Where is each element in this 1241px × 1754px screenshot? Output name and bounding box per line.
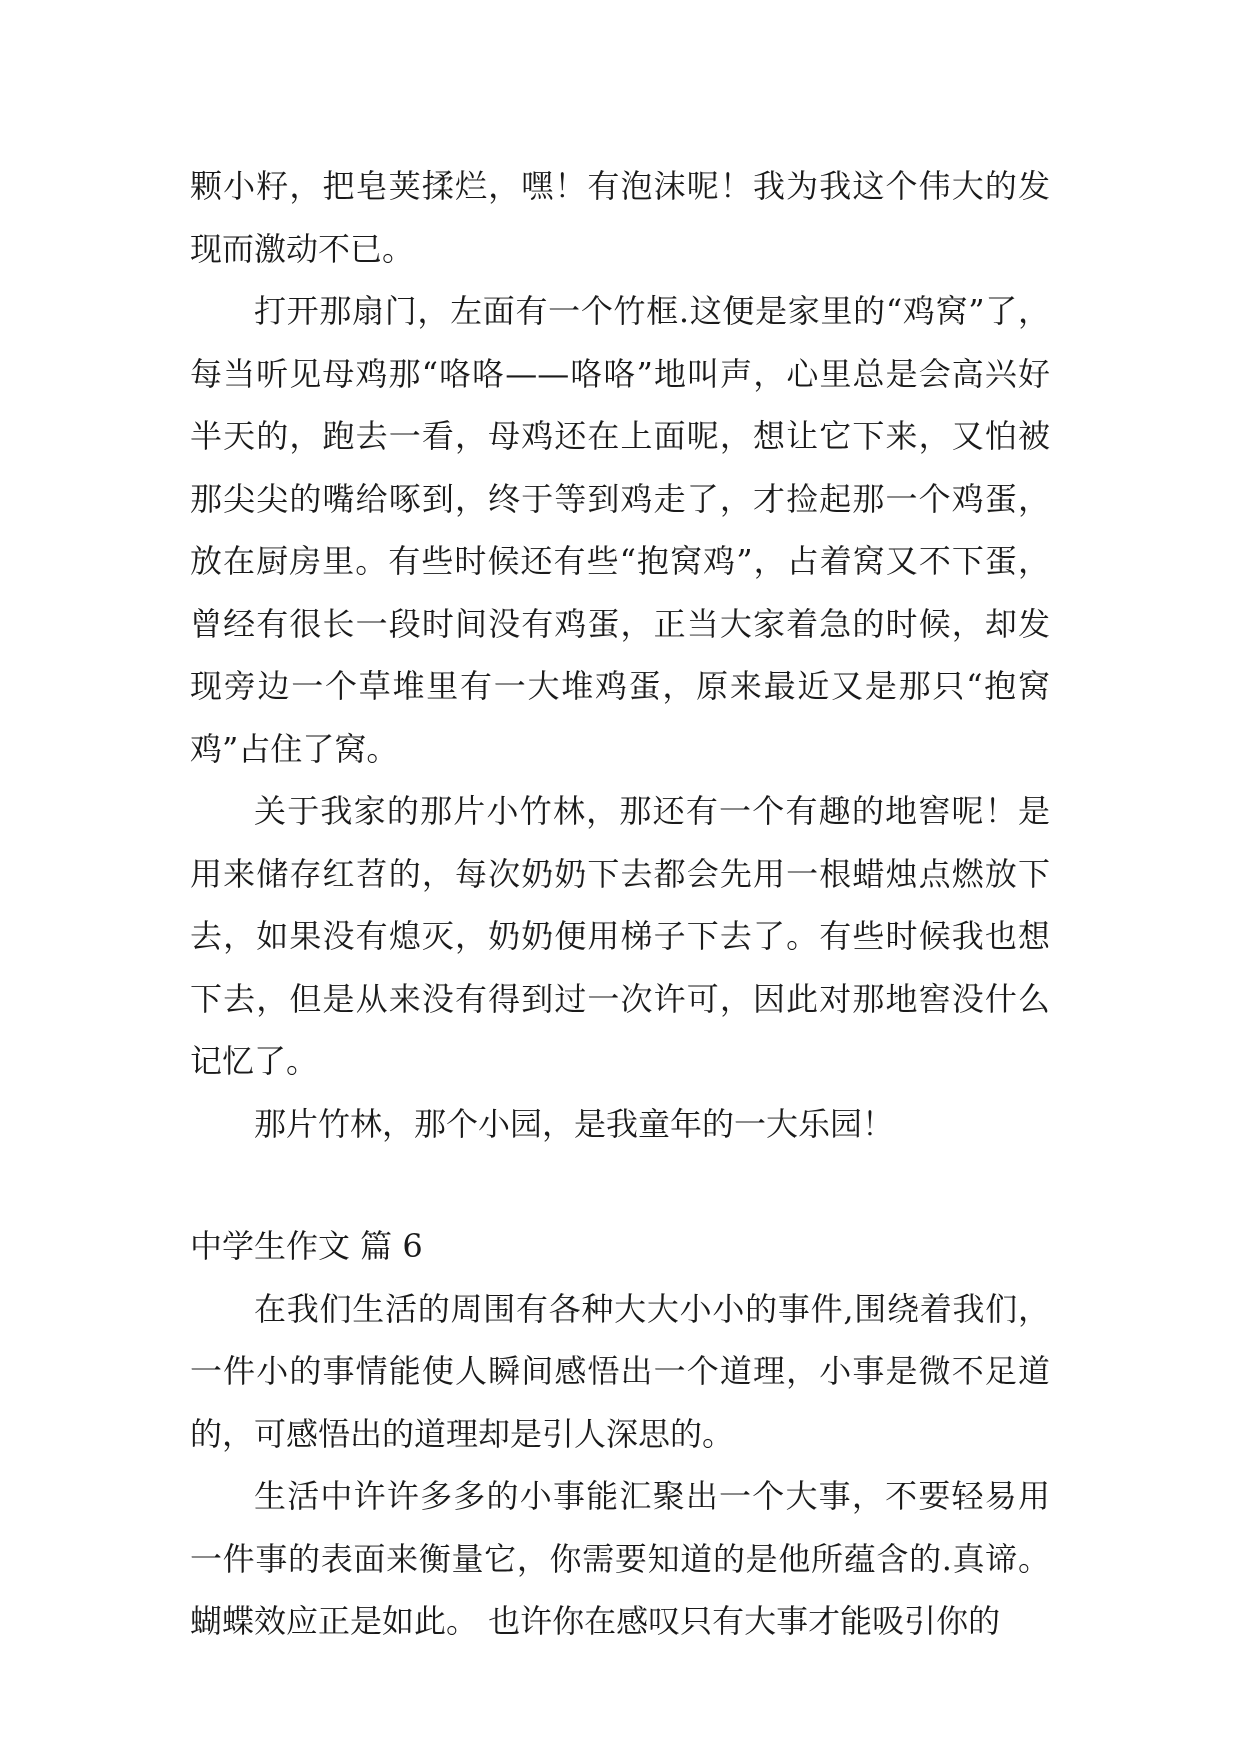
paragraph-continuation: 颗小籽，把皂荚揉烂，嘿！有泡沫呢！我为我这个伟大的发现而激动不已。	[190, 167, 1050, 268]
paragraph-butterfly-effect: 生活中许许多多的小事能汇聚出一个大事，不要轻易用一件事的表面来衡量它，你需要知道的是他所蕴含的.真谛。蝴蝶效应正是如此。 也许你在感叹只有大事才能吸引你的	[190, 1477, 1050, 1640]
document-body	[190, 155, 1050, 1653]
paragraph-cellar: 关于我家的那片小竹林，那还有一个有趣的地窖呢！是用来储存红苕的，每次奶奶下去都会先用一根蜡烛点燃放下去，如果没有熄灭，奶奶便用梯子下去了。有些时候我也想下去，但是从来没有得到过一次许可，因此对那地窖没什么记忆了。	[190, 792, 1050, 1080]
paragraph-closing: 那片竹林，那个小园，是我童年的一大乐园！	[254, 1104, 895, 1143]
paragraph-intro: 在我们生活的周围有各种大大小小的事件,围绕着我们，一件小的事情能使人瞬间感悟出一个道理，小事是微不足道的，可感悟出的道理却是引人深思的。	[190, 1289, 1050, 1453]
paragraph-chicken-coop: 打开那扇门，左面有一个竹框.这便是家里的“鸡窝”了，每当听见母鸡那“咯咯——咯咯”地叫声，心里总是会高兴好半天的，跑去一看，母鸡还在上面呢，想让它下来，又怕被那尖尖的嘴给啄到，终于等到鸡走了，才捡起那一个鸡蛋，放在厨房里。有些时候还有些“抱窝鸡”，占着窝又不下蛋，曾经有很长一段时间没有鸡蛋，正当大家着急的时候，却发现旁边一个草堆里有一大堆鸡蛋，原来最近又是那只“抱窝鸡”占住了窝。	[190, 292, 1050, 768]
section-heading: 中学生作文 篇 6	[190, 1227, 423, 1265]
